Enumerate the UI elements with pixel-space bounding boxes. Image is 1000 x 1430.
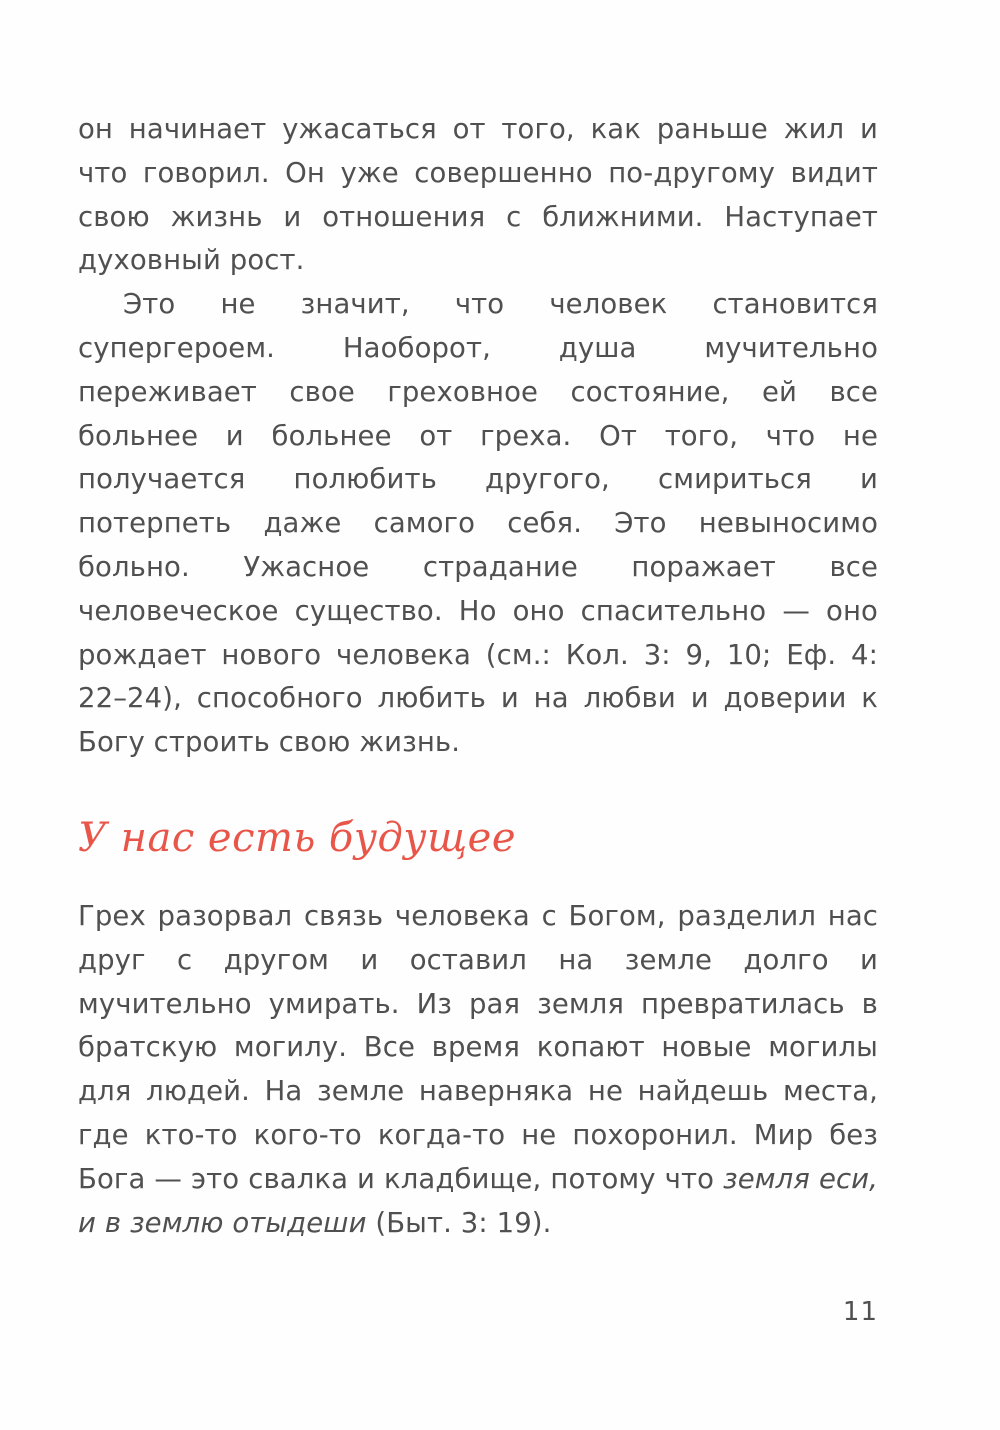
- scripture-quote: земля еси, и в землю отыдеши: [78, 1162, 878, 1239]
- section-heading: У нас есть будущее: [78, 815, 516, 861]
- paragraph-body: Это не значит, что человек становится супергероем. Наоборот, душа мучительно переживает свое греховное состояние, ей все больнее и больнее от греха. От того, что не получается полюбить другого, смириться и потерпеть даже самого себя. Это невыносимо больно. Ужасное страдание поражает все человеческое существо. Но оно спасительно — оно рождает нового человека (см.: Кол. 3: 9, 10; Еф. 4: 22–24), способного любить и на любви и доверии к Богу строить свою жизнь.: [78, 288, 878, 759]
- page-number: 11: [842, 1297, 878, 1327]
- text-block-bottom: [78, 895, 878, 1245]
- scripture-reference: (Быт. 3: 19).: [366, 1206, 552, 1239]
- paragraph-continuation: он начинает ужасаться от того, как раньше жил и что говорил. Он уже совершенно по-другому видит свою жизнь и отношения с ближними. Наступает духовный рост.: [78, 113, 878, 277]
- paragraph-main-text: Грех разорвал связь человека с Богом, разделил нас друг с другом и оставил на земле долго и мучительно умирать. Из рая земля превратилась в братскую могилу. Все время копают новые могилы для людей. На земле наверняка не найдешь места, где кто-то кого-то когда-то не похоронил. Мир без Бога — это свалка и кладбище, потому что: [78, 900, 878, 1195]
- section-paragraph: [78, 895, 878, 1245]
- text-block-top: [78, 108, 878, 765]
